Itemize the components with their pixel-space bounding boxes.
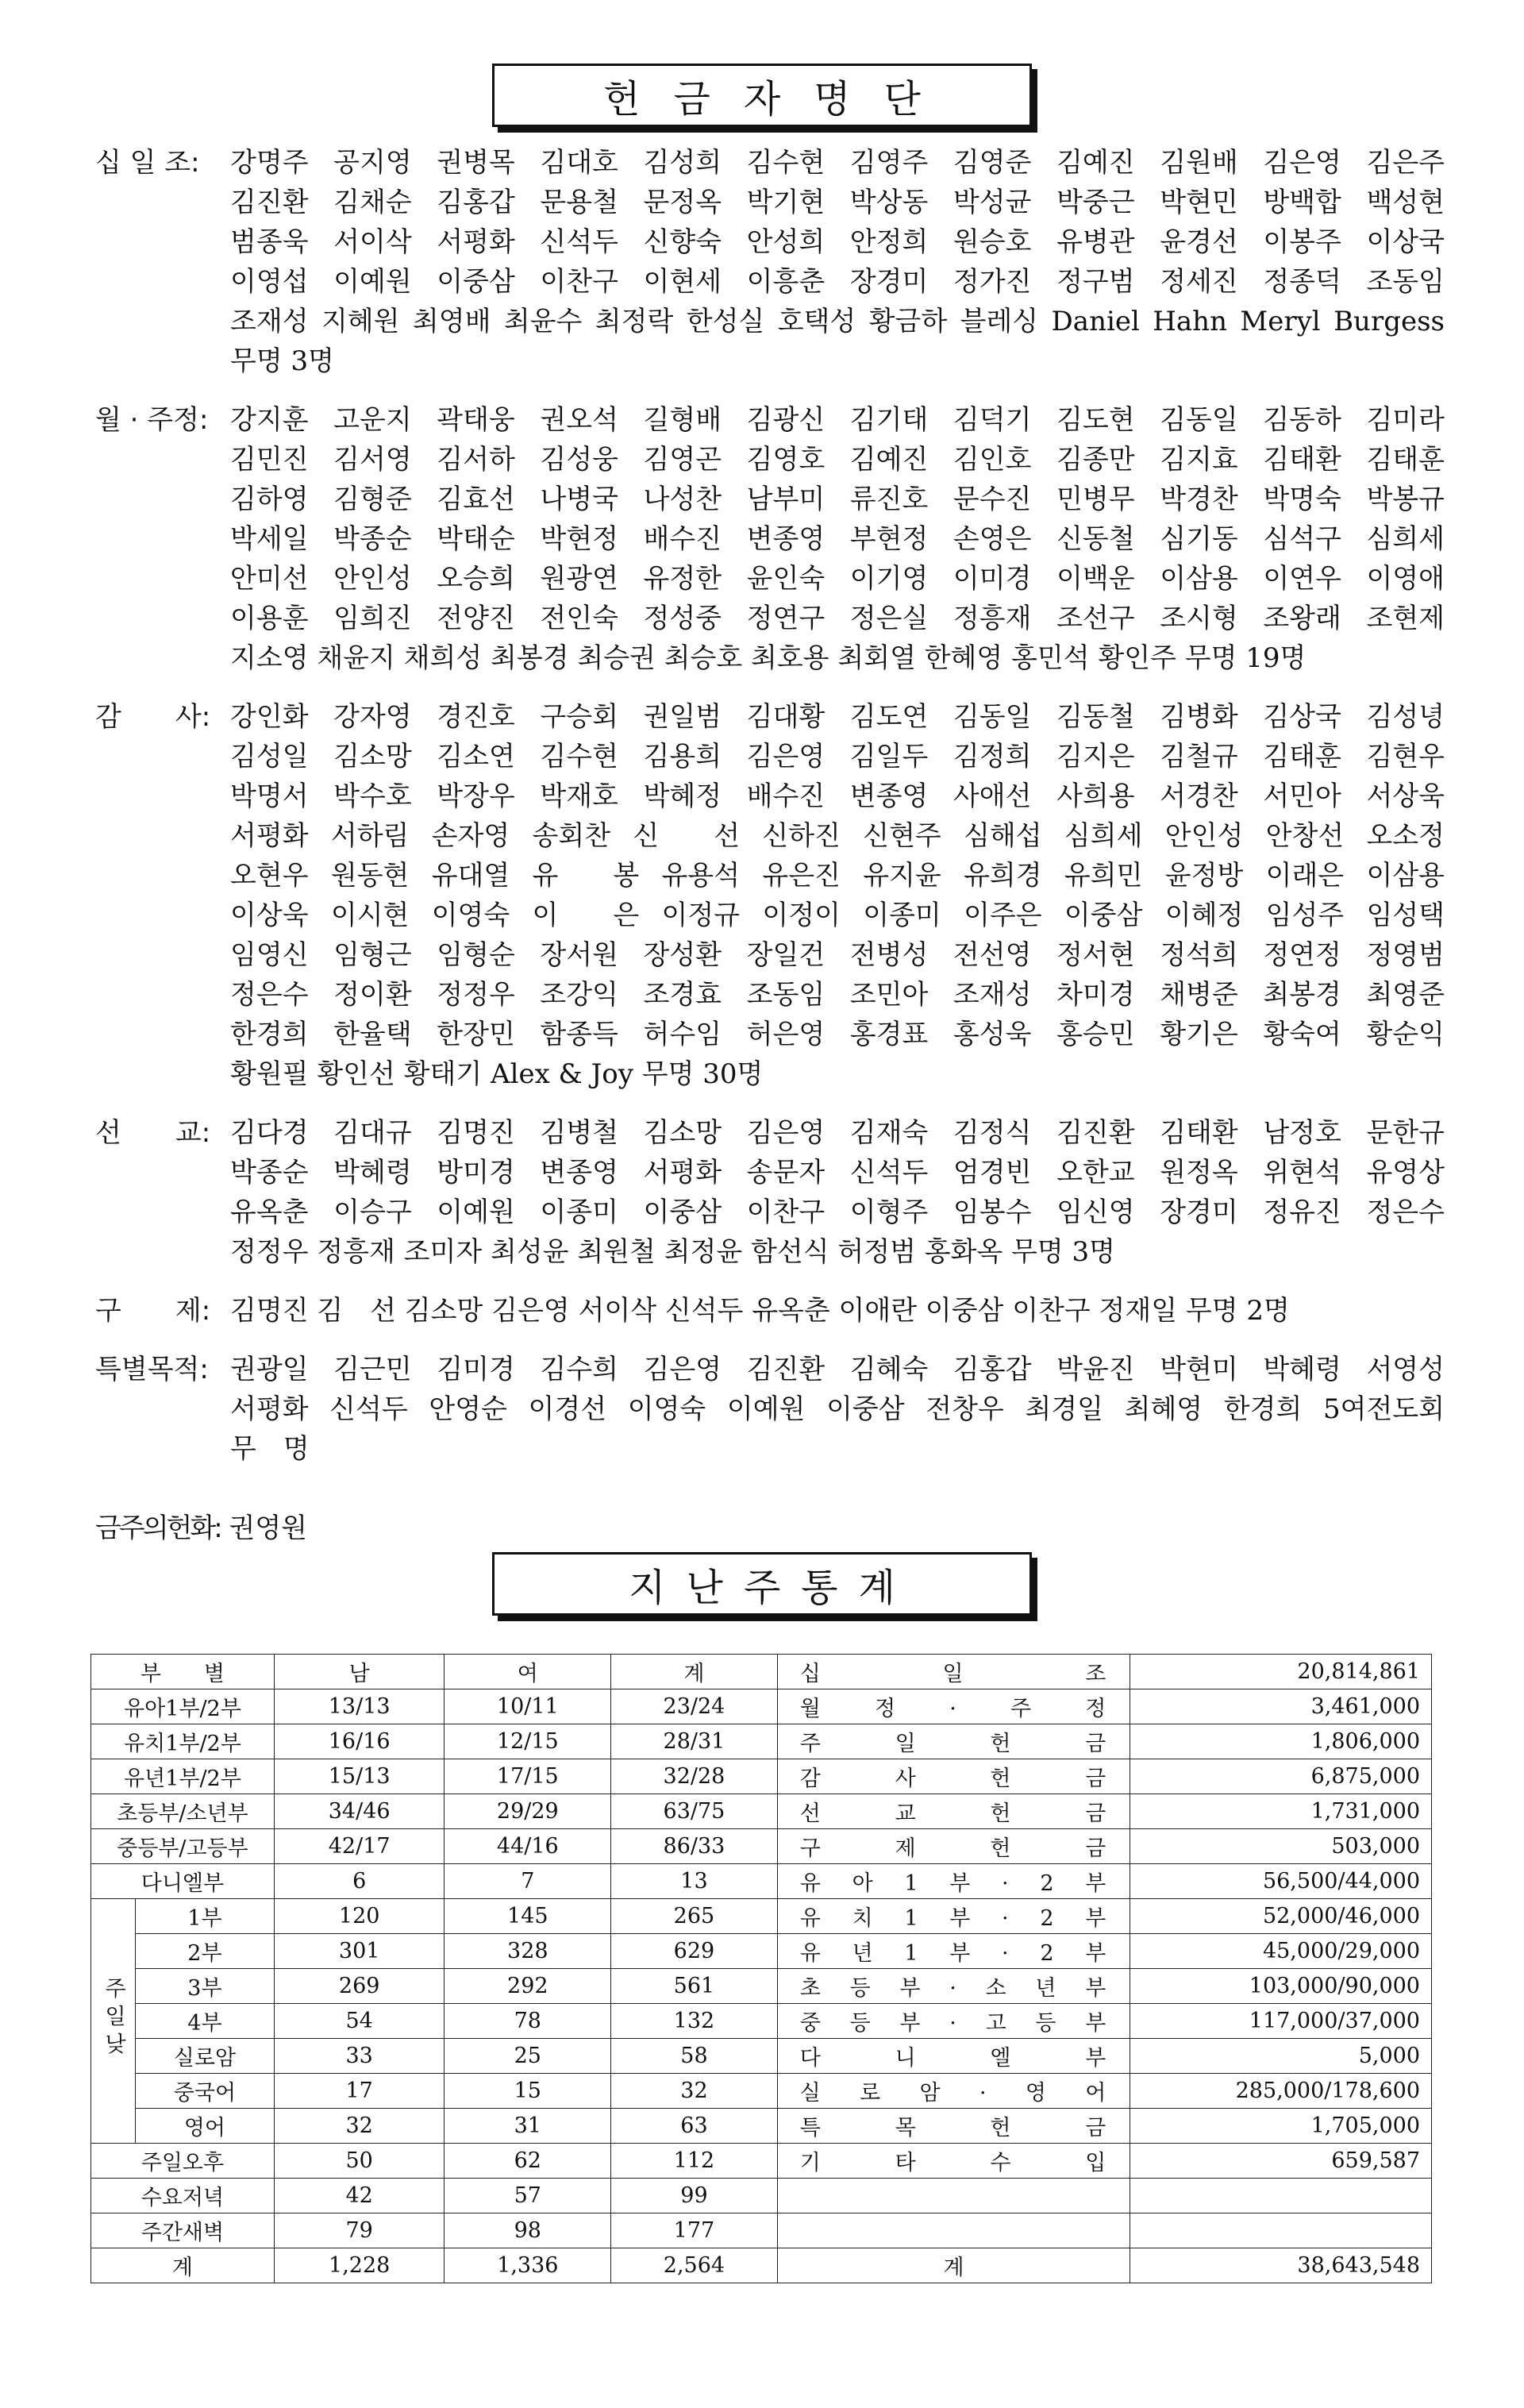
table-cell: 다니엘부 (91, 1864, 275, 1899)
table-cell: 기 타 수 입 (777, 2144, 1130, 2179)
table-cell: 중등부/고등부 (91, 1829, 275, 1864)
table-cell: 부 별 (91, 1655, 275, 1689)
names-line: 한경희 한율택 한장민 함종득 허수임 허은영 홍경표 홍성욱 홍승민 황기은 황숙여 황순익 (230, 1019, 1445, 1050)
table-cell: 86/33 (611, 1829, 778, 1864)
table-cell: 269 (274, 1969, 444, 2004)
donor-section (95, 697, 1445, 1094)
table-cell: 1,731,000 (1130, 1794, 1432, 1829)
table-cell: 50 (274, 2144, 444, 2179)
table-cell: 52,000/46,000 (1130, 1899, 1432, 1934)
table-row (91, 2074, 1432, 2109)
names-line: 무 명 (230, 1433, 310, 1465)
table-cell: 17/15 (444, 1759, 611, 1794)
section-names (230, 143, 1445, 381)
names-line: 김하영 김형준 김효선 나병국 나성찬 남부미 류진호 문수진 민병무 박경찬 박명숙 박봉규 (230, 484, 1445, 515)
table-cell: 301 (274, 1934, 444, 1969)
table-cell (1130, 2179, 1432, 2213)
table-cell: 3,461,000 (1130, 1689, 1432, 1724)
names-line: 조재성 지혜원 최영배 최윤수 최정락 한성실 호택성 황금하 블레싱 Daniel Hahn Meryl Burgess (230, 306, 1445, 337)
table-row (91, 1934, 1432, 1969)
table-cell: 292 (444, 1969, 611, 2004)
section-names (230, 1291, 1445, 1331)
table-cell: 31 (444, 2109, 611, 2144)
table-cell: 유 치 1 부 · 2 부 (777, 1899, 1130, 1934)
sunday-group-label: 주일낮 (101, 1976, 125, 2060)
table-cell: 7 (444, 1864, 611, 1899)
names-line: 김다경 김대규 김명진 김병철 김소망 김은영 김재숙 김정식 김진환 김태환 남정호 문한규 (230, 1117, 1445, 1149)
table-cell (777, 2179, 1130, 2213)
donor-section (95, 400, 1445, 678)
table-cell: 28/31 (611, 1724, 778, 1759)
names-line: 이용훈 임희진 전양진 전인숙 정성중 정연구 정은실 정흥재 조선구 조시형 조왕래 조현제 (230, 603, 1445, 634)
names-line: 강명주 공지영 권병목 김대호 김성희 김수현 김영주 김영준 김예진 김원배 김은영 김은주 (230, 147, 1445, 179)
names-line: 서평화 서하림 손자영 송회찬 신 선 신하진 신현주 심해섭 심희세 안인성 안창선 오소정 (230, 820, 1445, 852)
table-cell: 34/46 (274, 1794, 444, 1829)
table-cell: 63/75 (611, 1794, 778, 1829)
table-row (91, 2248, 1432, 2283)
table-cell: 32 (274, 2109, 444, 2144)
table-cell: 1,336 (444, 2248, 611, 2283)
table-cell: 초등부/소년부 (91, 1794, 275, 1829)
section-names (230, 1350, 1445, 1469)
table-cell: 중 등 부 · 고 등 부 (777, 2004, 1130, 2039)
table-row (91, 2179, 1432, 2213)
table-row (91, 1969, 1432, 2004)
table-cell: 99 (611, 2179, 778, 2213)
table-cell: 44/16 (444, 1829, 611, 1864)
table-cell: 659,587 (1130, 2144, 1432, 2179)
section-names (230, 400, 1445, 678)
table-cell: 78 (444, 2004, 611, 2039)
donor-section (95, 1291, 1445, 1331)
table-cell: 328 (444, 1934, 611, 1969)
table-cell: 유 년 1 부 · 2 부 (777, 1934, 1130, 1969)
table-cell: 2부 (136, 1934, 275, 1969)
table-cell: 1,228 (274, 2248, 444, 2283)
table-row (91, 1689, 1432, 1724)
table-cell: 월 정 · 주 정 (777, 1689, 1130, 1724)
section-names (230, 697, 1445, 1094)
names-line: 박세일 박종순 박태순 박현정 배수진 변종영 부현정 손영은 신동철 심기동 심석구 심희세 (230, 523, 1445, 555)
table-cell: 유치1부/2부 (91, 1724, 275, 1759)
table-cell: 3부 (136, 1969, 275, 2004)
table-cell: 다 니 엘 부 (777, 2039, 1130, 2074)
table-cell: 십 일 조 (777, 1655, 1130, 1689)
table-cell: 구 제 헌 금 (777, 1829, 1130, 1864)
table-cell: 1,806,000 (1130, 1724, 1432, 1759)
attendance-offering-table (90, 1654, 1432, 2283)
table-row (91, 1829, 1432, 1864)
names-line: 김진환 김채순 김홍갑 문용철 문정옥 박기현 박상동 박성균 박중근 박현민 방백합 백성현 (230, 187, 1445, 218)
table-cell: 6,875,000 (1130, 1759, 1432, 1794)
table-cell: 32/28 (611, 1759, 778, 1794)
table-cell: 주일오후 (91, 2144, 275, 2179)
table-cell: 503,000 (1130, 1829, 1432, 1864)
table-cell: 145 (444, 1899, 611, 1934)
table-cell: 선 교 헌 금 (777, 1794, 1130, 1829)
table-cell: 계 (611, 1655, 778, 1689)
table-cell: 117,000/37,000 (1130, 2004, 1432, 2039)
names-line: 이상욱 이시현 이영숙 이 은 이정규 이정이 이종미 이주은 이중삼 이혜정 임성주 임성택 (230, 900, 1445, 931)
table-cell: 13/13 (274, 1689, 444, 1724)
table-cell: 5,000 (1130, 2039, 1432, 2074)
table-row (91, 2144, 1432, 2179)
table-cell: 유 아 1 부 · 2 부 (777, 1864, 1130, 1899)
table-cell: 265 (611, 1899, 778, 1934)
names-line: 황원필 황인선 황태기 Alex & Joy 무명 30명 (230, 1058, 764, 1090)
section-label: 선 교: (95, 1117, 211, 1149)
table-cell: 주간새벽 (91, 2213, 275, 2248)
names-line: 정은수 정이환 정정우 조강익 조경효 조동임 조민아 조재성 차미경 채병준 최봉경 최영준 (230, 979, 1445, 1011)
table-cell: 6 (274, 1864, 444, 1899)
table-cell: 58 (611, 2039, 778, 2074)
table-cell: 15 (444, 2074, 611, 2109)
table-cell: 실 로 암 · 영 어 (777, 2074, 1130, 2109)
table-row (91, 1724, 1432, 1759)
table-cell: 62 (444, 2144, 611, 2179)
names-line: 권광일 김근민 김미경 김수희 김은영 김진환 김혜숙 김홍갑 박윤진 박현미 박혜령 서영성 (230, 1354, 1445, 1385)
table-cell: 45,000/29,000 (1130, 1934, 1432, 1969)
table-cell: 16/16 (274, 1724, 444, 1759)
table-cell: 98 (444, 2213, 611, 2248)
table-cell: 561 (611, 1969, 778, 2004)
donor-sections (95, 143, 1445, 1488)
section-label: 십 일 조: (95, 147, 200, 179)
table-cell: 54 (274, 2004, 444, 2039)
table-row (91, 1794, 1432, 1829)
names-line: 김성일 김소망 김소연 김수현 김용희 김은영 김일두 김정희 김지은 김철규 김태훈 김현우 (230, 741, 1445, 772)
names-line: 오현우 원동현 유대열 유 봉 유용석 유은진 유지윤 유희경 유희민 윤정방 이래은 이삼용 (230, 860, 1445, 892)
names-line: 지소영 채윤지 채희성 최봉경 최승권 최승호 최호용 최회열 한혜영 홍민석 황인주 무명 19명 (230, 642, 1307, 674)
table-cell (1130, 2213, 1432, 2248)
names-line: 이영섭 이예원 이중삼 이찬구 이현세 이흥춘 장경미 정가진 정구범 정세진 정종덕 조동임 (230, 266, 1445, 298)
donor-section (95, 1113, 1445, 1272)
table-cell: 33 (274, 2039, 444, 2074)
table-cell (777, 2213, 1130, 2248)
table-cell: 42 (274, 2179, 444, 2213)
names-line: 김민진 김서영 김서하 김성웅 김영곤 김영호 김예진 김인호 김종만 김지효 김태환 김태훈 (230, 444, 1445, 476)
table-cell: 주 일 헌 금 (777, 1724, 1130, 1759)
table-row (91, 2004, 1432, 2039)
table-row (91, 1759, 1432, 1794)
table-cell: 15/13 (274, 1759, 444, 1794)
stats-title: 지난주통계 (492, 1552, 1032, 1616)
table-cell: 계 (777, 2248, 1130, 2283)
table-row (91, 1655, 1432, 1689)
table-cell: 63 (611, 2109, 778, 2144)
names-line: 범종욱 서이삭 서평화 신석두 신향숙 안성희 안정희 원승호 유병관 윤경선 이봉주 이상국 (230, 226, 1445, 258)
table-cell: 중국어 (136, 2074, 275, 2109)
table-cell: 2,564 (611, 2248, 778, 2283)
table-cell: 초 등 부 · 소 년 부 (777, 1969, 1130, 2004)
names-line: 강지훈 고운지 곽태웅 권오석 길형배 김광신 김기태 김덕기 김도현 김동일 김동하 김미라 (230, 404, 1445, 436)
table-cell: 4부 (136, 2004, 275, 2039)
names-line: 유옥춘 이승구 이예원 이종미 이중삼 이찬구 이형주 임봉수 임신영 장경미 정유진 정은수 (230, 1196, 1445, 1228)
table-row (91, 2039, 1432, 2074)
table-cell: 57 (444, 2179, 611, 2213)
section-names (230, 1113, 1445, 1272)
table-cell: 25 (444, 2039, 611, 2074)
section-label: 월 · 주정: (95, 404, 209, 436)
names-line: 임영신 임형근 임형순 장서원 장성환 장일건 전병성 전선영 정서현 정석희 정연정 정영범 (230, 939, 1445, 971)
table-row (91, 1864, 1432, 1899)
names-line: 박명서 박수호 박장우 박재호 박혜정 배수진 변종영 사애선 사희용 서경찬 서민아 서상욱 (230, 780, 1445, 812)
table-cell: 629 (611, 1934, 778, 1969)
table-cell: 수요저녁 (91, 2179, 275, 2213)
table-row (91, 2213, 1432, 2248)
table-cell: 285,000/178,600 (1130, 2074, 1432, 2109)
table-cell: 남 (274, 1655, 444, 1689)
table-cell: 112 (611, 2144, 778, 2179)
section-label: 특별목적: (95, 1354, 209, 1385)
table-cell: 120 (274, 1899, 444, 1934)
table-cell: 42/17 (274, 1829, 444, 1864)
table-cell: 132 (611, 2004, 778, 2039)
table-cell: 79 (274, 2213, 444, 2248)
table-cell: 유년1부/2부 (91, 1759, 275, 1794)
table-cell: 실로암 (136, 2039, 275, 2074)
table-cell: 20,814,861 (1130, 1655, 1432, 1689)
table-cell: 계 (91, 2248, 275, 2283)
table-cell: 1부 (136, 1899, 275, 1934)
names-line: 안미선 안인성 오승희 원광연 유정한 윤인숙 이기영 이미경 이백운 이삼용 이연우 이영애 (230, 563, 1445, 595)
table-cell: 특 목 헌 금 (777, 2109, 1130, 2144)
table-cell: 29/29 (444, 1794, 611, 1829)
names-line: 무명 3명 (230, 345, 334, 377)
table-row (91, 2109, 1432, 2144)
table-cell: 영어 (136, 2109, 275, 2144)
donor-section (95, 1350, 1445, 1469)
names-line: 김명진 김 선 김소망 김은영 서이삭 신석두 유옥춘 이애란 이중삼 이찬구 정재일 무명 2명 (230, 1295, 1290, 1327)
table-row (91, 1899, 1432, 1934)
flower-donor-value: 권영원 (220, 1512, 308, 1544)
table-cell: 12/15 (444, 1724, 611, 1759)
flower-donor-label: 금주의헌화: (95, 1512, 221, 1544)
section-label: 구 제: (95, 1295, 211, 1327)
section-label: 감 사: (95, 701, 211, 733)
table-cell (91, 1899, 136, 2144)
table-cell: 17 (274, 2074, 444, 2109)
flower-donor (95, 1508, 307, 1548)
table-cell: 유아1부/2부 (91, 1689, 275, 1724)
names-line: 정정우 정흥재 조미자 최성윤 최원철 최정윤 함선식 허정범 홍화옥 무명 3명 (230, 1236, 1116, 1268)
table-cell: 감 사 헌 금 (777, 1759, 1130, 1794)
table-cell: 177 (611, 2213, 778, 2248)
table-cell: 여 (444, 1655, 611, 1689)
table-cell: 13 (611, 1864, 778, 1899)
names-line: 서평화 신석두 안영순 이경선 이영숙 이예원 이중삼 전창우 최경일 최혜영 한경희 5여전도회 (230, 1393, 1445, 1425)
table-cell: 10/11 (444, 1689, 611, 1724)
table-cell: 103,000/90,000 (1130, 1969, 1432, 2004)
names-line: 박종순 박혜령 방미경 변종영 서평화 송문자 신석두 엄경빈 오한교 원정옥 위현석 유영상 (230, 1157, 1445, 1189)
table-cell: 23/24 (611, 1689, 778, 1724)
table-cell: 32 (611, 2074, 778, 2109)
donor-list-title: 헌금자명단 (492, 64, 1032, 127)
table-cell: 56,500/44,000 (1130, 1864, 1432, 1899)
donor-section (95, 143, 1445, 381)
table-cell: 1,705,000 (1130, 2109, 1432, 2144)
table-cell: 38,643,548 (1130, 2248, 1432, 2283)
names-line: 강인화 강자영 경진호 구승회 권일범 김대황 김도연 김동일 김동철 김병화 김상국 김성녕 (230, 701, 1445, 733)
